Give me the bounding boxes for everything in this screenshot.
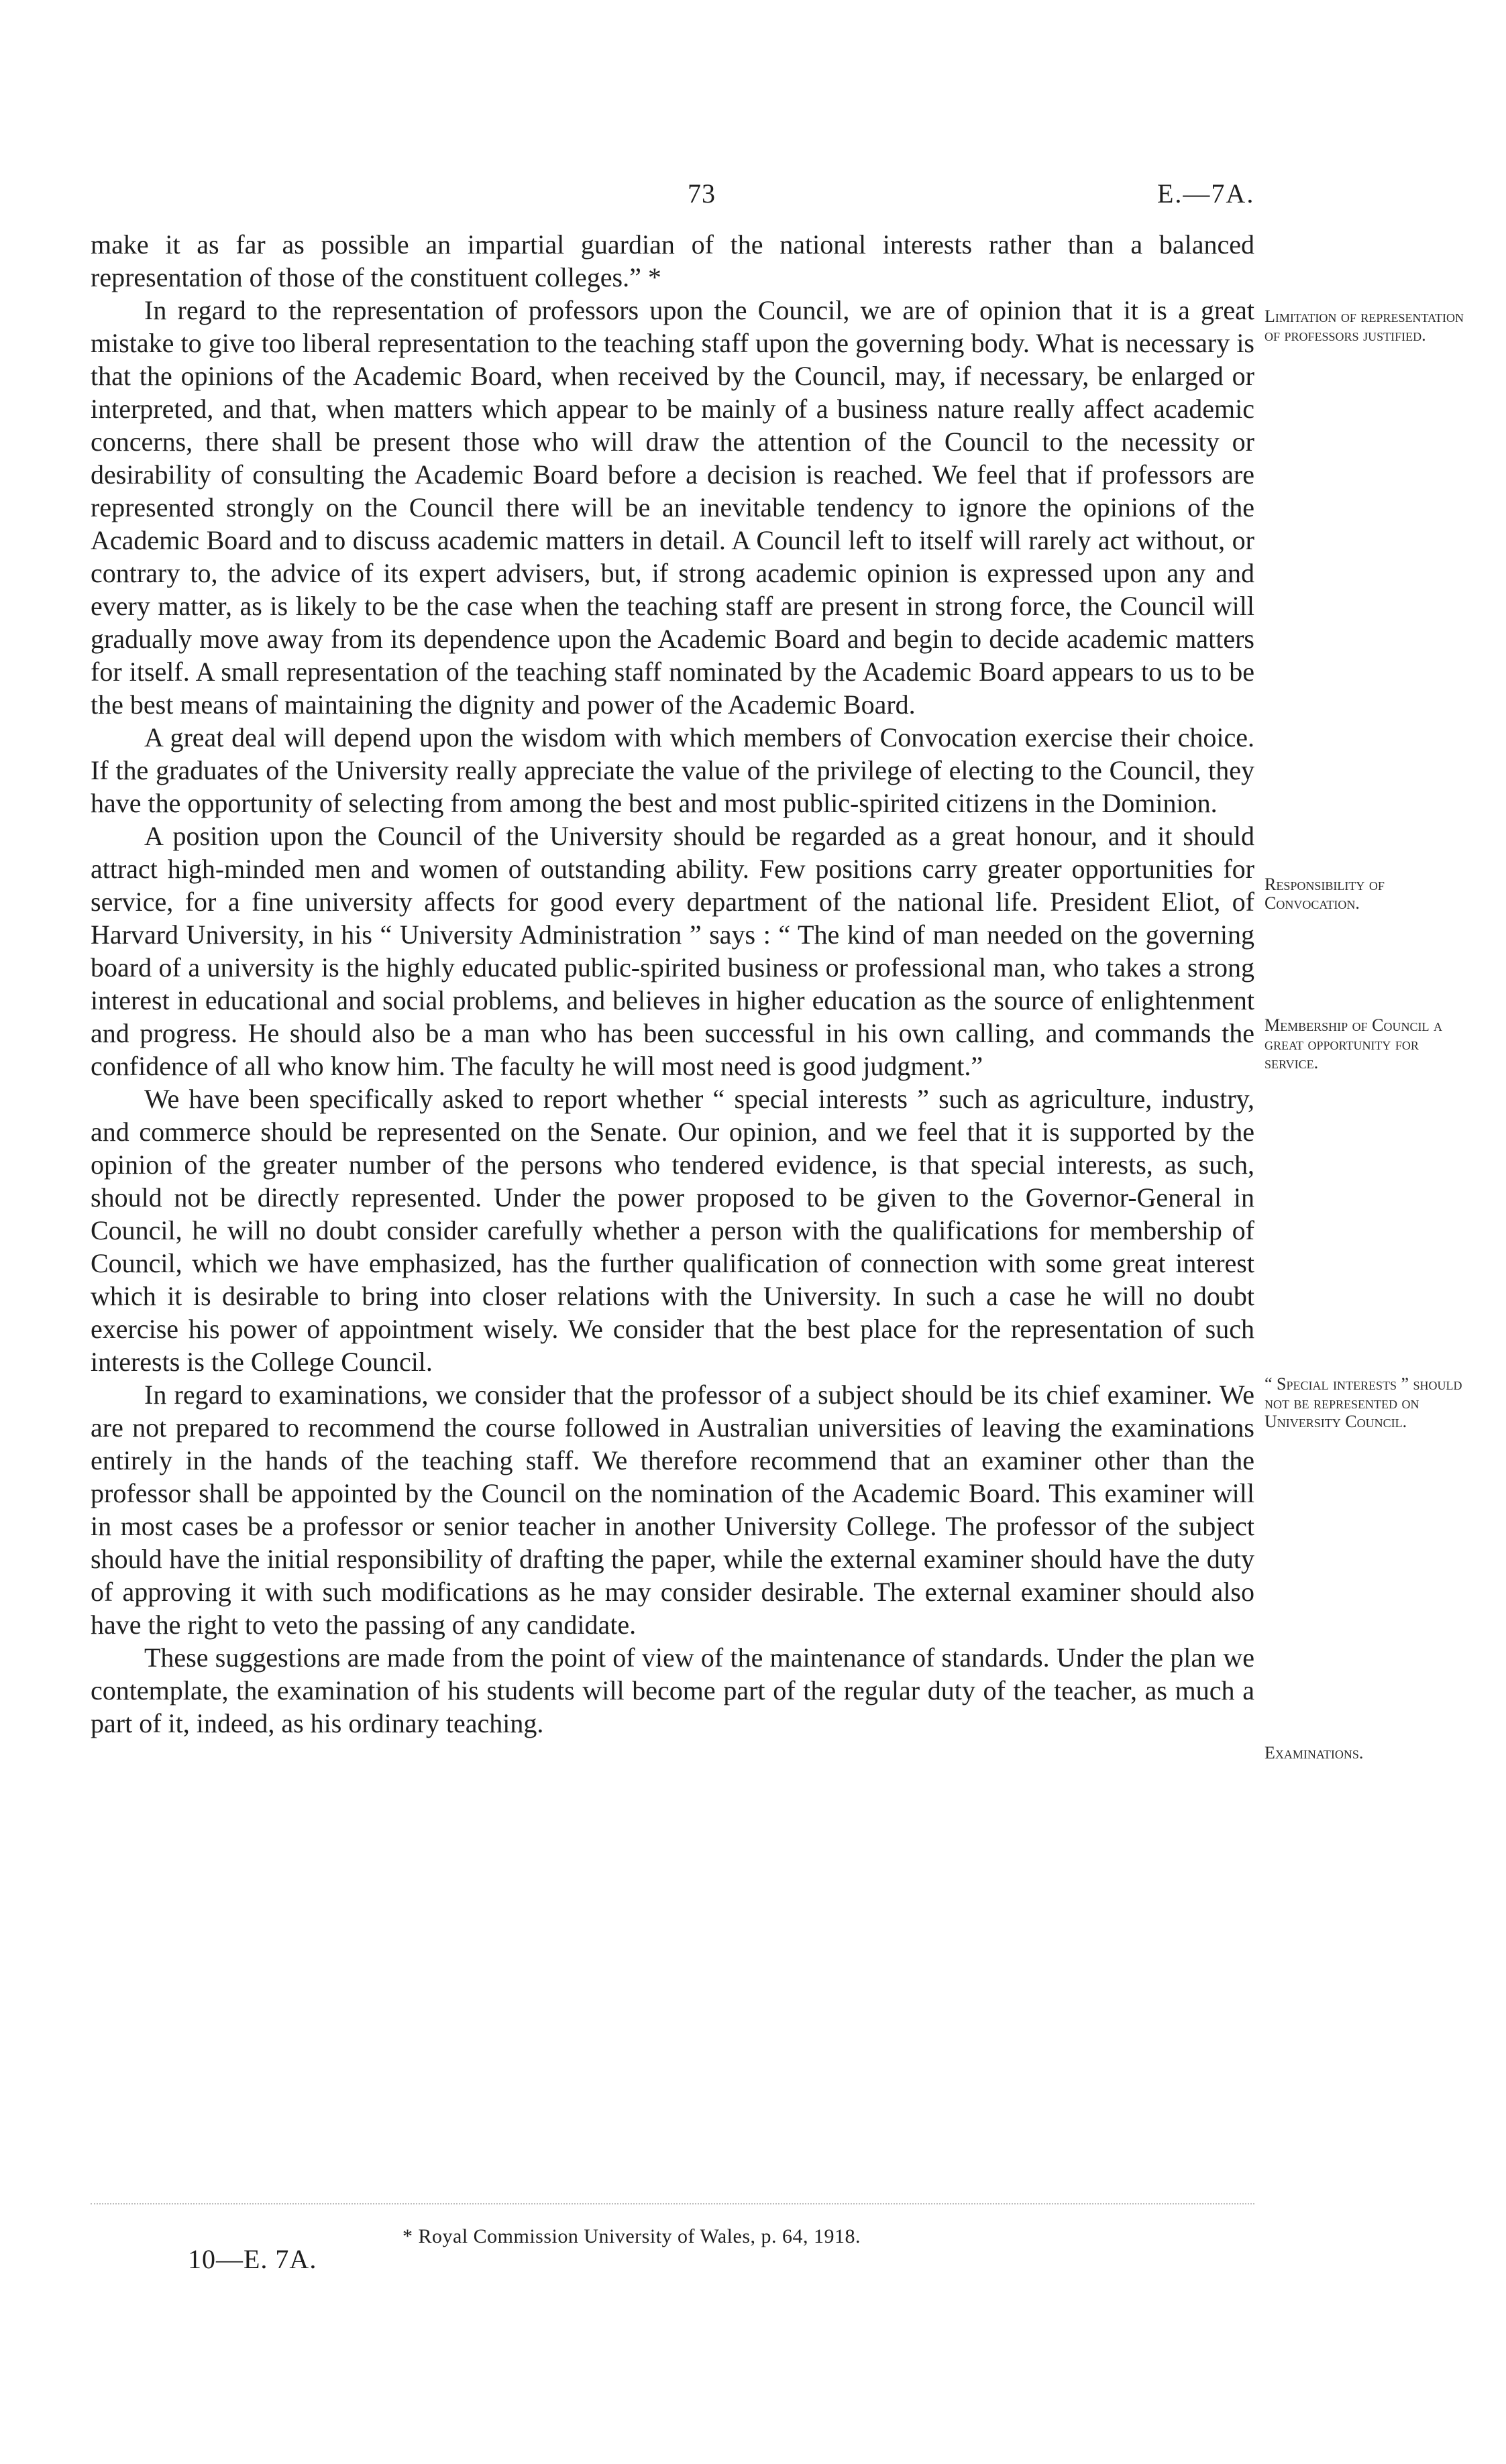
side-note-examinations: Examinations. [1265, 1743, 1364, 1762]
paragraph-council-membership: A position upon the Council of the University should be regarded as a great honour, and it should attract high-minded men and women of outstanding ability. Few positions carry greater opportunities for service, for a fine university affects for good every department of the national life. President Eliot, of Harvard University, in his “ University Administration ” says : “ The kind of man needed on the governing board of a university is the highly educated public-spirited business or professional man, who takes a strong interest in educational and social problems, and believes in higher education as the source of enlightenment and progress. He should also be a man who has been successful in his own calling, and commands the confidence of all who know him. The faculty he will most need is good judgment.” [91, 821, 1254, 1081]
paragraph-special-interests: We have been specifically asked to report whether “ special interests ” such as agriculture, industry, and commerce should be represented on the Senate. Our opinion, and we feel that it is supported by the opinion of the greater number of the persons who tendered evidence, is that special interests, as such, should not be directly represented. Under the power proposed to be given to the Governor-General in Council, he will no doubt consider carefully whether a person with the qualifications for membership of Council, which we have emphasized, has the further qualification of connection with some great interest which it is desirable to bring into closer relations with the University. In such a case he will no doubt exercise his power of appointment wisely. We consider that the best place for the representation of such interests is the College Council. [91, 1084, 1254, 1377]
side-note-limitation: Limitation of representation of professors justified. [1265, 306, 1464, 345]
side-note-special-interests: “ Special interests ” should not be represented on University Council. [1265, 1374, 1462, 1431]
footnote-rule [91, 2203, 1254, 2204]
paragraph-examinations: In regard to examinations, we consider that the professor of a subject should be its chief examiner. We are not prepared to recommend the course followed in Australian universities of leaving the examinations entirely in the hands of the teaching staff. We therefore recommend that an examiner other than the professor shall be appointed by the Council on the nomination of the Academic Board. This examiner will in most cases be a professor or senior teacher in another University College. The professor of the subject should have the initial responsibility of drafting the paper, while the external examiner should have the duty of approving it with such modifications as he may consider desirable. The external examiner should also have the right to veto the passing of any candidate. [91, 1380, 1254, 1640]
body-text [91, 228, 1254, 1740]
side-note-membership: Membership of Council a great opportunity for service. [1265, 1015, 1442, 1072]
paragraph-standards: These suggestions are made from the point of view of the maintenance of standards. Under the plan we contemplate, the examination of his students will become part of the regular duty of the teacher, as much a part of it, indeed, as his ordinary teaching. [91, 1642, 1254, 1738]
footnote: * Royal Commission University of Wales, p. 64, 1918. [402, 2225, 861, 2247]
page-header [0, 178, 1506, 218]
signature-mark: 10—E. 7A. [188, 2244, 317, 2274]
side-note-convocation: Responsibility of Convocation. [1265, 875, 1385, 913]
document-reference: E.—7A. [1157, 178, 1255, 209]
paragraph-professor-representation: In regard to the representation of professors upon the Council, we are of opinion that it is a great mistake to give too liberal representation to the teaching staff upon the governing body. What is necessary is that the opinions of the Academic Board, when received by the Council, may, if necessary, be enlarged or interpreted, and that, when matters which appear to be mainly of a business nature really affect academic concerns, there shall be present those who will draw the attention of the Council to the necessity or desirability of consulting the Academic Board before a decision is reached. We feel that if professors are represented strongly on the Council there will be an inevitable tendency to ignore the opinions of the Academic Board and to discuss academic matters in detail. A Council left to itself will rarely act without, or contrary to, the advice of its expert advisers, but, if strong academic opinion is expressed upon any and every matter, as is likely to be the case when the teaching staff are present in strong force, the Council will gradually move away from its dependence upon the Academic Board and begin to decide academic matters for itself. A small representation of the teaching staff nominated by the Academic Board appears to us to be the best means of maintaining the dignity and power of the Academic Board. [91, 295, 1254, 720]
paragraph-convocation: A great deal will depend upon the wisdom with which members of Convocation exercise their choice. If the graduates of the University really appreciate the value of the privilege of electing to the Council, they have the opportunity of selecting from among the best and most public-spirited citizens in the Dominion. [91, 722, 1254, 818]
page-number: 73 [688, 178, 716, 209]
paragraph-continuation: make it as far as possible an impartial guardian of the national interests rather than a balanced representation of those of the constituent colleges.” * [91, 229, 1254, 292]
